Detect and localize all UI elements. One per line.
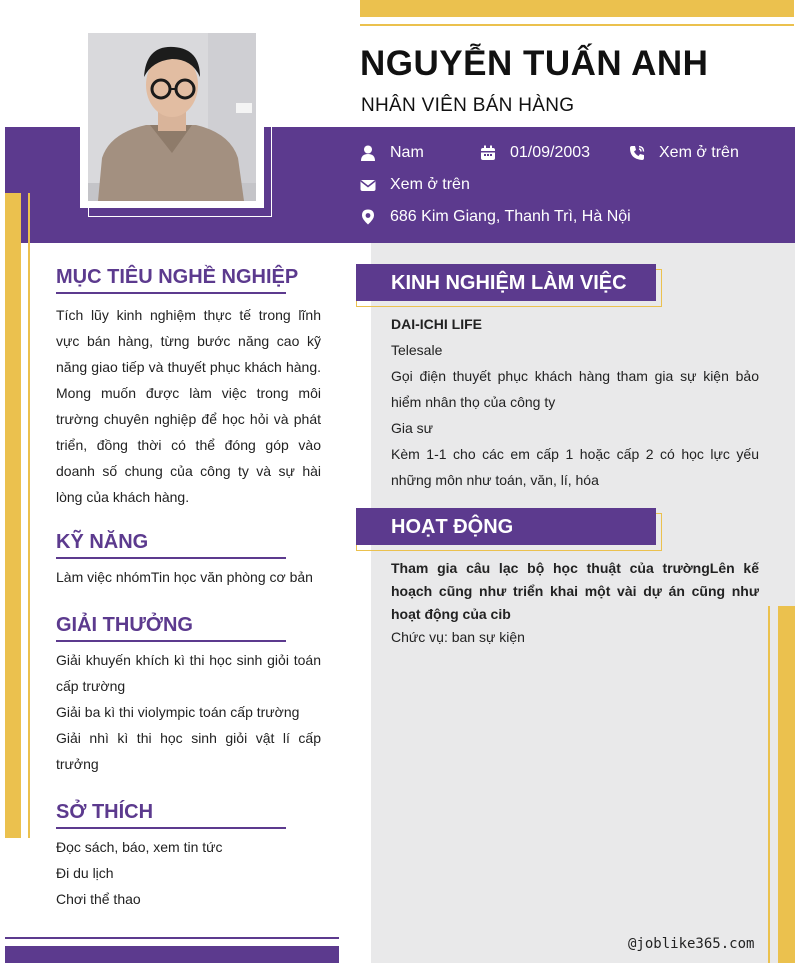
- experience-description: Gọi điện thuyết phục khách hàng tham gia sự kiện bảo hiểm nhân thọ của công ty: [391, 368, 759, 410]
- location-icon: [360, 209, 376, 225]
- activities-section: [391, 557, 759, 649]
- activities-title: HOẠT ĐỘNG: [356, 508, 656, 545]
- hobby-item: Chơi thể thao: [56, 891, 141, 907]
- experience-description: Kèm 1-1 cho các em cấp 1 hoặc cấp 2 có học lực yếu những môn như toán, văn, lí, hóa: [391, 446, 759, 488]
- contact-birthday: [480, 144, 590, 162]
- phone-value: Xem ở trên: [659, 144, 739, 161]
- objective-text: Tích lũy kinh nghiệm thực tế trong lĩnh vực bán hàng, từng bước năng cao kỹ năng giao tiếp và thuyết phục khách hàng. Mong muốn được làm việc trong môi trường chuyên nghiệp để học hỏi và phát triển, đồng thời có thể đóng góp vào doanh số chung của công ty và sự hài lòng của khách hàng.: [56, 307, 321, 505]
- contact-address: [360, 208, 631, 226]
- calendar-icon: [480, 145, 496, 161]
- contact-gender: [360, 144, 424, 162]
- section-underline: [56, 827, 286, 829]
- bottom-accent-line: [5, 937, 339, 939]
- experience-section: [391, 311, 759, 493]
- hobby-item: Đi du lịch: [56, 865, 114, 881]
- birthday-value: 01/09/2003: [510, 144, 591, 161]
- awards-title: GIẢI THƯỞNG: [56, 614, 193, 636]
- section-underline: [56, 640, 286, 642]
- job-title: NHÂN VIÊN BÁN HÀNG: [361, 95, 575, 116]
- award-item: Giải khuyến khích kì thi học sinh giỏi toán cấp trường: [56, 652, 321, 694]
- candidate-name: NGUYỄN TUẤN ANH: [360, 44, 709, 83]
- objective-section: [56, 266, 321, 510]
- mail-icon: [360, 177, 376, 193]
- objective-title: MỤC TIÊU NGHỀ NGHIỆP: [56, 266, 299, 288]
- experience-role: Telesale: [391, 342, 443, 358]
- award-item: Giải ba kì thi violympic toán cấp trường: [56, 704, 300, 720]
- activities-role: Chức vụ: ban sự kiện: [391, 629, 525, 645]
- bottom-accent-bar: [5, 946, 339, 963]
- left-accent-bar: [5, 193, 21, 838]
- left-accent-line: [28, 193, 30, 838]
- right-accent-line: [768, 606, 770, 963]
- section-underline: [56, 557, 286, 559]
- right-accent-bar: [778, 606, 795, 963]
- award-item: Giải nhì kì thi học sinh giỏi vật lí cấp trưởng: [56, 730, 321, 772]
- email-value: Xem ở trên: [390, 176, 470, 193]
- avatar: [88, 33, 256, 201]
- gender-value: Nam: [390, 144, 424, 161]
- top-accent-line: [360, 24, 794, 26]
- hobbies-title: SỞ THÍCH: [56, 801, 154, 823]
- user-icon: [360, 145, 376, 161]
- hobbies-section: [56, 801, 321, 912]
- activities-text: Tham gia câu lạc bộ học thuật của trườngLên kế hoạch cũng như triển khai một vài dự án cũng như hoạt động của cib: [391, 560, 759, 622]
- hobby-item: Đọc sách, báo, xem tin tức: [56, 839, 223, 855]
- skills-section: [56, 531, 321, 590]
- skills-text: Làm việc nhómTin học văn phòng cơ bản: [56, 569, 313, 585]
- section-underline: [56, 292, 286, 294]
- top-accent-bar: [360, 0, 794, 17]
- phone-icon: [629, 145, 645, 161]
- contact-email: [360, 176, 470, 194]
- skills-title: KỸ NĂNG: [56, 531, 149, 553]
- watermark: @joblike365.com: [628, 936, 755, 952]
- experience-company: DAI-ICHI LIFE: [391, 316, 482, 332]
- contact-phone: [629, 144, 739, 162]
- address-value: 686 Kim Giang, Thanh Trì, Hà Nội: [390, 208, 631, 225]
- experience-title: KINH NGHIỆM LÀM VIỆC: [356, 264, 656, 301]
- experience-role: Gia sư: [391, 420, 434, 436]
- awards-section: [56, 614, 321, 777]
